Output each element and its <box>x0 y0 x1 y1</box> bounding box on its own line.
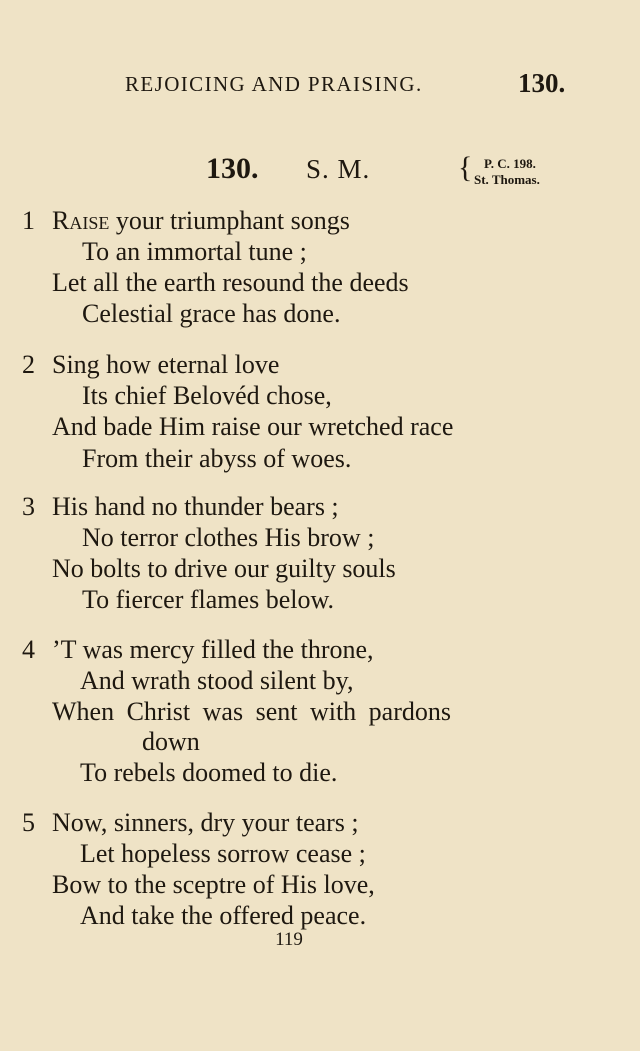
verse-first-line <box>52 206 350 236</box>
verse-line: Let all the earth resound the deeds <box>52 268 409 297</box>
tune-reference-2: St. Thomas. <box>474 172 540 187</box>
verse-number: 4 <box>22 635 35 664</box>
verse-line: And take the offered peace. <box>80 901 367 930</box>
verse-line: When Christ was sent with pardons <box>52 697 452 726</box>
verse-number: 5 <box>22 808 35 837</box>
verse-line: Bow to the sceptre of His love, <box>52 870 375 899</box>
verse-line: Celestial grace has done. <box>82 299 341 328</box>
verse-line: No terror clothes His brow ; <box>82 523 375 552</box>
small-caps-word: aise <box>69 206 110 235</box>
verse-first-line: Sing how eternal love <box>52 350 280 379</box>
brace-glyph: { <box>458 151 473 184</box>
tune-reference-1: P. C. 198. <box>484 156 536 171</box>
verse-line: To an immortal tune ; <box>82 237 307 266</box>
hymn-number: 130. <box>206 152 259 185</box>
hymn-meter: S. M. <box>306 154 371 184</box>
verse-number: 2 <box>22 350 35 379</box>
verse-first-line: His hand no thunder bears ; <box>52 492 339 521</box>
drop-initial: R <box>52 206 70 235</box>
running-title: REJOICING AND PRAISING. <box>125 72 423 96</box>
verse-line: Its chief Belovéd chose, <box>82 381 332 410</box>
first-line-rest: your triumphant songs <box>109 206 350 235</box>
verse-line: And wrath stood silent by, <box>80 666 354 695</box>
page-number: 119 <box>275 929 303 950</box>
verse-line: To rebels doomed to die. <box>80 758 338 787</box>
verse-line: No bolts to drive our guilty souls <box>52 554 396 583</box>
verse-line-continuation: down <box>142 727 200 756</box>
verse-line: And bade Him raise our wretched race <box>52 412 454 441</box>
verse-number: 1 <box>22 206 35 235</box>
verse-first-line: ’T was mercy filled the throne, <box>52 635 374 664</box>
verse-line: From their abyss of woes. <box>82 444 352 473</box>
verse-number: 3 <box>22 492 35 521</box>
verse-first-line: Now, sinners, dry your tears ; <box>52 808 359 837</box>
page-hymn-number: 130. <box>518 68 566 98</box>
verse-line: Let hopeless sorrow cease ; <box>80 839 366 868</box>
verse-line: To fiercer flames below. <box>82 585 335 614</box>
